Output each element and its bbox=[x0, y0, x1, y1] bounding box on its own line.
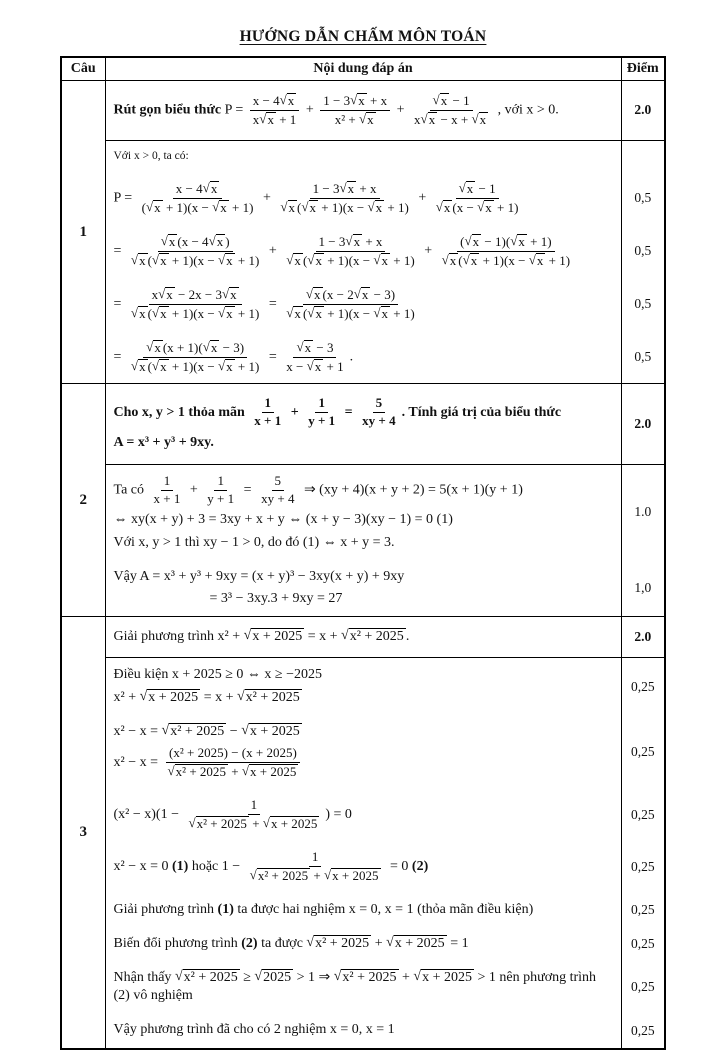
header-row bbox=[61, 57, 665, 81]
question-number: 2 bbox=[61, 384, 105, 617]
solution-step-row bbox=[61, 961, 665, 1013]
solution-step-row bbox=[61, 464, 665, 560]
formula-line: A = x³ + y³ + 9xy. bbox=[113, 435, 214, 451]
formula-line: x² − x = 0 (1) hoặc 1 − $\frac{1}{\text{√x² + 2025 + √x + 2025}}$ = 0 (2) bbox=[113, 848, 429, 883]
solution-step-row bbox=[61, 715, 665, 789]
solution-step bbox=[105, 841, 621, 893]
step-score: 0,5 bbox=[621, 225, 665, 278]
solution-step-row bbox=[61, 841, 665, 893]
formula-line: Cho x, y > 1 thỏa mãn $\frac{1}{x + 1}$ + $\frac{1}{y + 1}$ = $\frac{5}{xy + 4}$ . Tính giá trị của biểu thức bbox=[113, 395, 562, 429]
statement-score: 2.0 bbox=[621, 81, 665, 141]
step-score: 0,25 bbox=[621, 893, 665, 927]
solution-step bbox=[105, 927, 621, 961]
formula-line: = $\frac{√x (x + 1)(√x - 3)}{√x (√x + 1)(x - √x + 1)}$ = $\frac{√x - 3}{x - √x + 1}$ . bbox=[113, 338, 354, 374]
solution-step-row bbox=[61, 927, 665, 961]
step-score: 0,25 bbox=[621, 789, 665, 841]
formula-line: ⇔ xy(x + y) + 3 = 3xy + x + y ⇔ (x + y − 3)(xy − 1) = 0 (1) bbox=[113, 512, 453, 528]
step-score: 0,25 bbox=[621, 715, 665, 789]
question-statement bbox=[105, 81, 621, 141]
question-number: 1 bbox=[61, 81, 105, 384]
solution-step bbox=[105, 172, 621, 225]
formula-line: P = $\frac{x - 4√x}{(√x + 1)(x - √x + 1)}$ + $\frac{1 - 3√x + x}{√x (√x + 1)(x - √x + 1)}$ + $\frac{√x - 1}{√x (x - √x + 1)}$ bbox=[113, 179, 519, 215]
solution-step bbox=[105, 140, 621, 171]
step-score: 1.0 bbox=[621, 464, 665, 560]
solution-step-row bbox=[61, 658, 665, 715]
formula-line: Với x > 0, ta có: bbox=[113, 149, 189, 162]
page-title: HƯỚNG DẪN CHẤM MÔN TOÁN bbox=[239, 28, 487, 45]
formula-line: Điều kiện x + 2025 ≥ 0 ⇔ x ≥ −2025 bbox=[113, 667, 322, 683]
solution-step-row bbox=[61, 225, 665, 278]
formula-line: = $\frac{x√x - 2x - 3√x}{√x (√x + 1)(x - √x + 1)}$ = $\frac{√x (x - 2√x - 3)}{√x (√x + 1)(x - √x + 1)}$ bbox=[113, 285, 415, 321]
answer-table-body bbox=[61, 81, 665, 1049]
step-score bbox=[621, 140, 665, 171]
formula-line: Vậy A = x³ + y³ + 9xy = (x + y)³ − 3xy(x + y) + 9xy bbox=[113, 568, 405, 584]
answer-table bbox=[60, 56, 666, 1050]
question-statement-row bbox=[61, 617, 665, 658]
solution-step-row bbox=[61, 560, 665, 617]
formula-line: = 3³ − 3xy.3 + 9xy = 27 bbox=[209, 591, 343, 607]
solution-step-row bbox=[61, 140, 665, 171]
solution-step-row bbox=[61, 331, 665, 384]
formula-line: x² − x = $\frac{\text{(x² + 2025) − (x + 2025)}}{\text{√x² + 2025 + √x + 2025}}$ bbox=[114, 745, 613, 781]
formula-line: Giải phương trình (1) ta được hai nghiệm x = 0, x = 1 (thỏa mãn điều kiện) bbox=[113, 901, 534, 917]
question-statement bbox=[105, 384, 621, 464]
solution-step-row bbox=[61, 893, 665, 927]
step-score: 0,5 bbox=[621, 331, 665, 384]
step-score: 0,5 bbox=[621, 278, 665, 331]
solution-step bbox=[105, 278, 621, 331]
step-score: 0,5 bbox=[621, 172, 665, 225]
statement-score: 2.0 bbox=[621, 617, 665, 658]
step-score: 0,25 bbox=[621, 1013, 665, 1048]
question-statement-row bbox=[61, 384, 665, 464]
solution-step-row bbox=[61, 789, 665, 841]
statement-score: 2.0 bbox=[621, 384, 665, 464]
step-score: 0,25 bbox=[621, 841, 665, 893]
solution-step bbox=[105, 961, 621, 1013]
header-points: Điểm bbox=[621, 57, 665, 81]
question-number: 3 bbox=[61, 617, 105, 1049]
header-content: Nội dung đáp án bbox=[105, 57, 621, 81]
formula-line: Nhận thấy √x² + 2025 ≥ √2025 > 1 ⇒ √x² + 2025 + √x + 2025 > 1 nên phương trình (2) vô nghiệm bbox=[113, 969, 597, 1004]
solution-step bbox=[105, 658, 621, 715]
solution-step bbox=[105, 893, 621, 927]
step-score: 0,25 bbox=[621, 927, 665, 961]
solution-step bbox=[105, 789, 621, 841]
solution-step bbox=[105, 560, 621, 617]
question-statement-row bbox=[61, 81, 665, 141]
solution-step-row bbox=[61, 278, 665, 331]
solution-step-row bbox=[61, 1013, 665, 1048]
formula-line: Biến đổi phương trình (2) ta được √x² + 2025 + √x + 2025 = 1 bbox=[113, 934, 469, 951]
solution-step bbox=[105, 1013, 621, 1048]
formula-line: Với x, y > 1 thì xy − 1 > 0, do đó (1) ⇔ x + y = 3. bbox=[113, 534, 395, 550]
formula-line: x² − x = √x² + 2025 − √x + 2025 bbox=[113, 722, 300, 739]
formula-line: x² + √x + 2025 = x + √x² + 2025 bbox=[113, 688, 300, 705]
header-question: Câu bbox=[61, 57, 105, 81]
step-score: 0,25 bbox=[621, 961, 665, 1013]
step-score: 0,25 bbox=[621, 658, 665, 715]
formula-line: Rút gọn biểu thức P = $\frac{x - 4√x}{x√x + 1}$ + $\frac{1 - 3√x + x}{\text{x² + √x}}$ + $\frac{√x - 1}{x√x - x + √x}$ , với x > 0. bbox=[113, 92, 559, 127]
formula-line: Giải phương trình x² + √x + 2025 = x + √x² + 2025 . bbox=[113, 628, 410, 645]
step-score: 1,0 bbox=[621, 560, 665, 617]
solution-step bbox=[105, 464, 621, 560]
question-statement bbox=[105, 617, 621, 658]
solution-step bbox=[105, 331, 621, 384]
solution-step bbox=[105, 715, 621, 789]
solution-step bbox=[105, 225, 621, 278]
formula-line: (x² − x)(1 − $\frac{1}{\text{√x² + 2025 + √x + 2025}}$ ) = 0 bbox=[113, 796, 352, 831]
formula-line: = $\frac{√x (x - 4√x )}{√x (√x + 1)(x - √x + 1)}$ + $\frac{1 - 3√x + x}{√x (√x + 1)(x - √x + 1)}$ + $\frac{(√x - 1)(√x + 1)}{√x (√x + 1)(x - √x + 1)}$ bbox=[113, 232, 571, 268]
formula-line: Ta có $\frac{1}{x + 1}$ + $\frac{1}{y + 1}$ = $\frac{5}{xy + 4}$ ⇒ (xy + 4)(x + y + 2) = 5(x + 1)(y + 1) bbox=[113, 472, 523, 506]
formula-line: Vậy phương trình đã cho có 2 nghiệm x = 0, x = 1 bbox=[113, 1022, 395, 1038]
solution-step-row bbox=[61, 172, 665, 225]
